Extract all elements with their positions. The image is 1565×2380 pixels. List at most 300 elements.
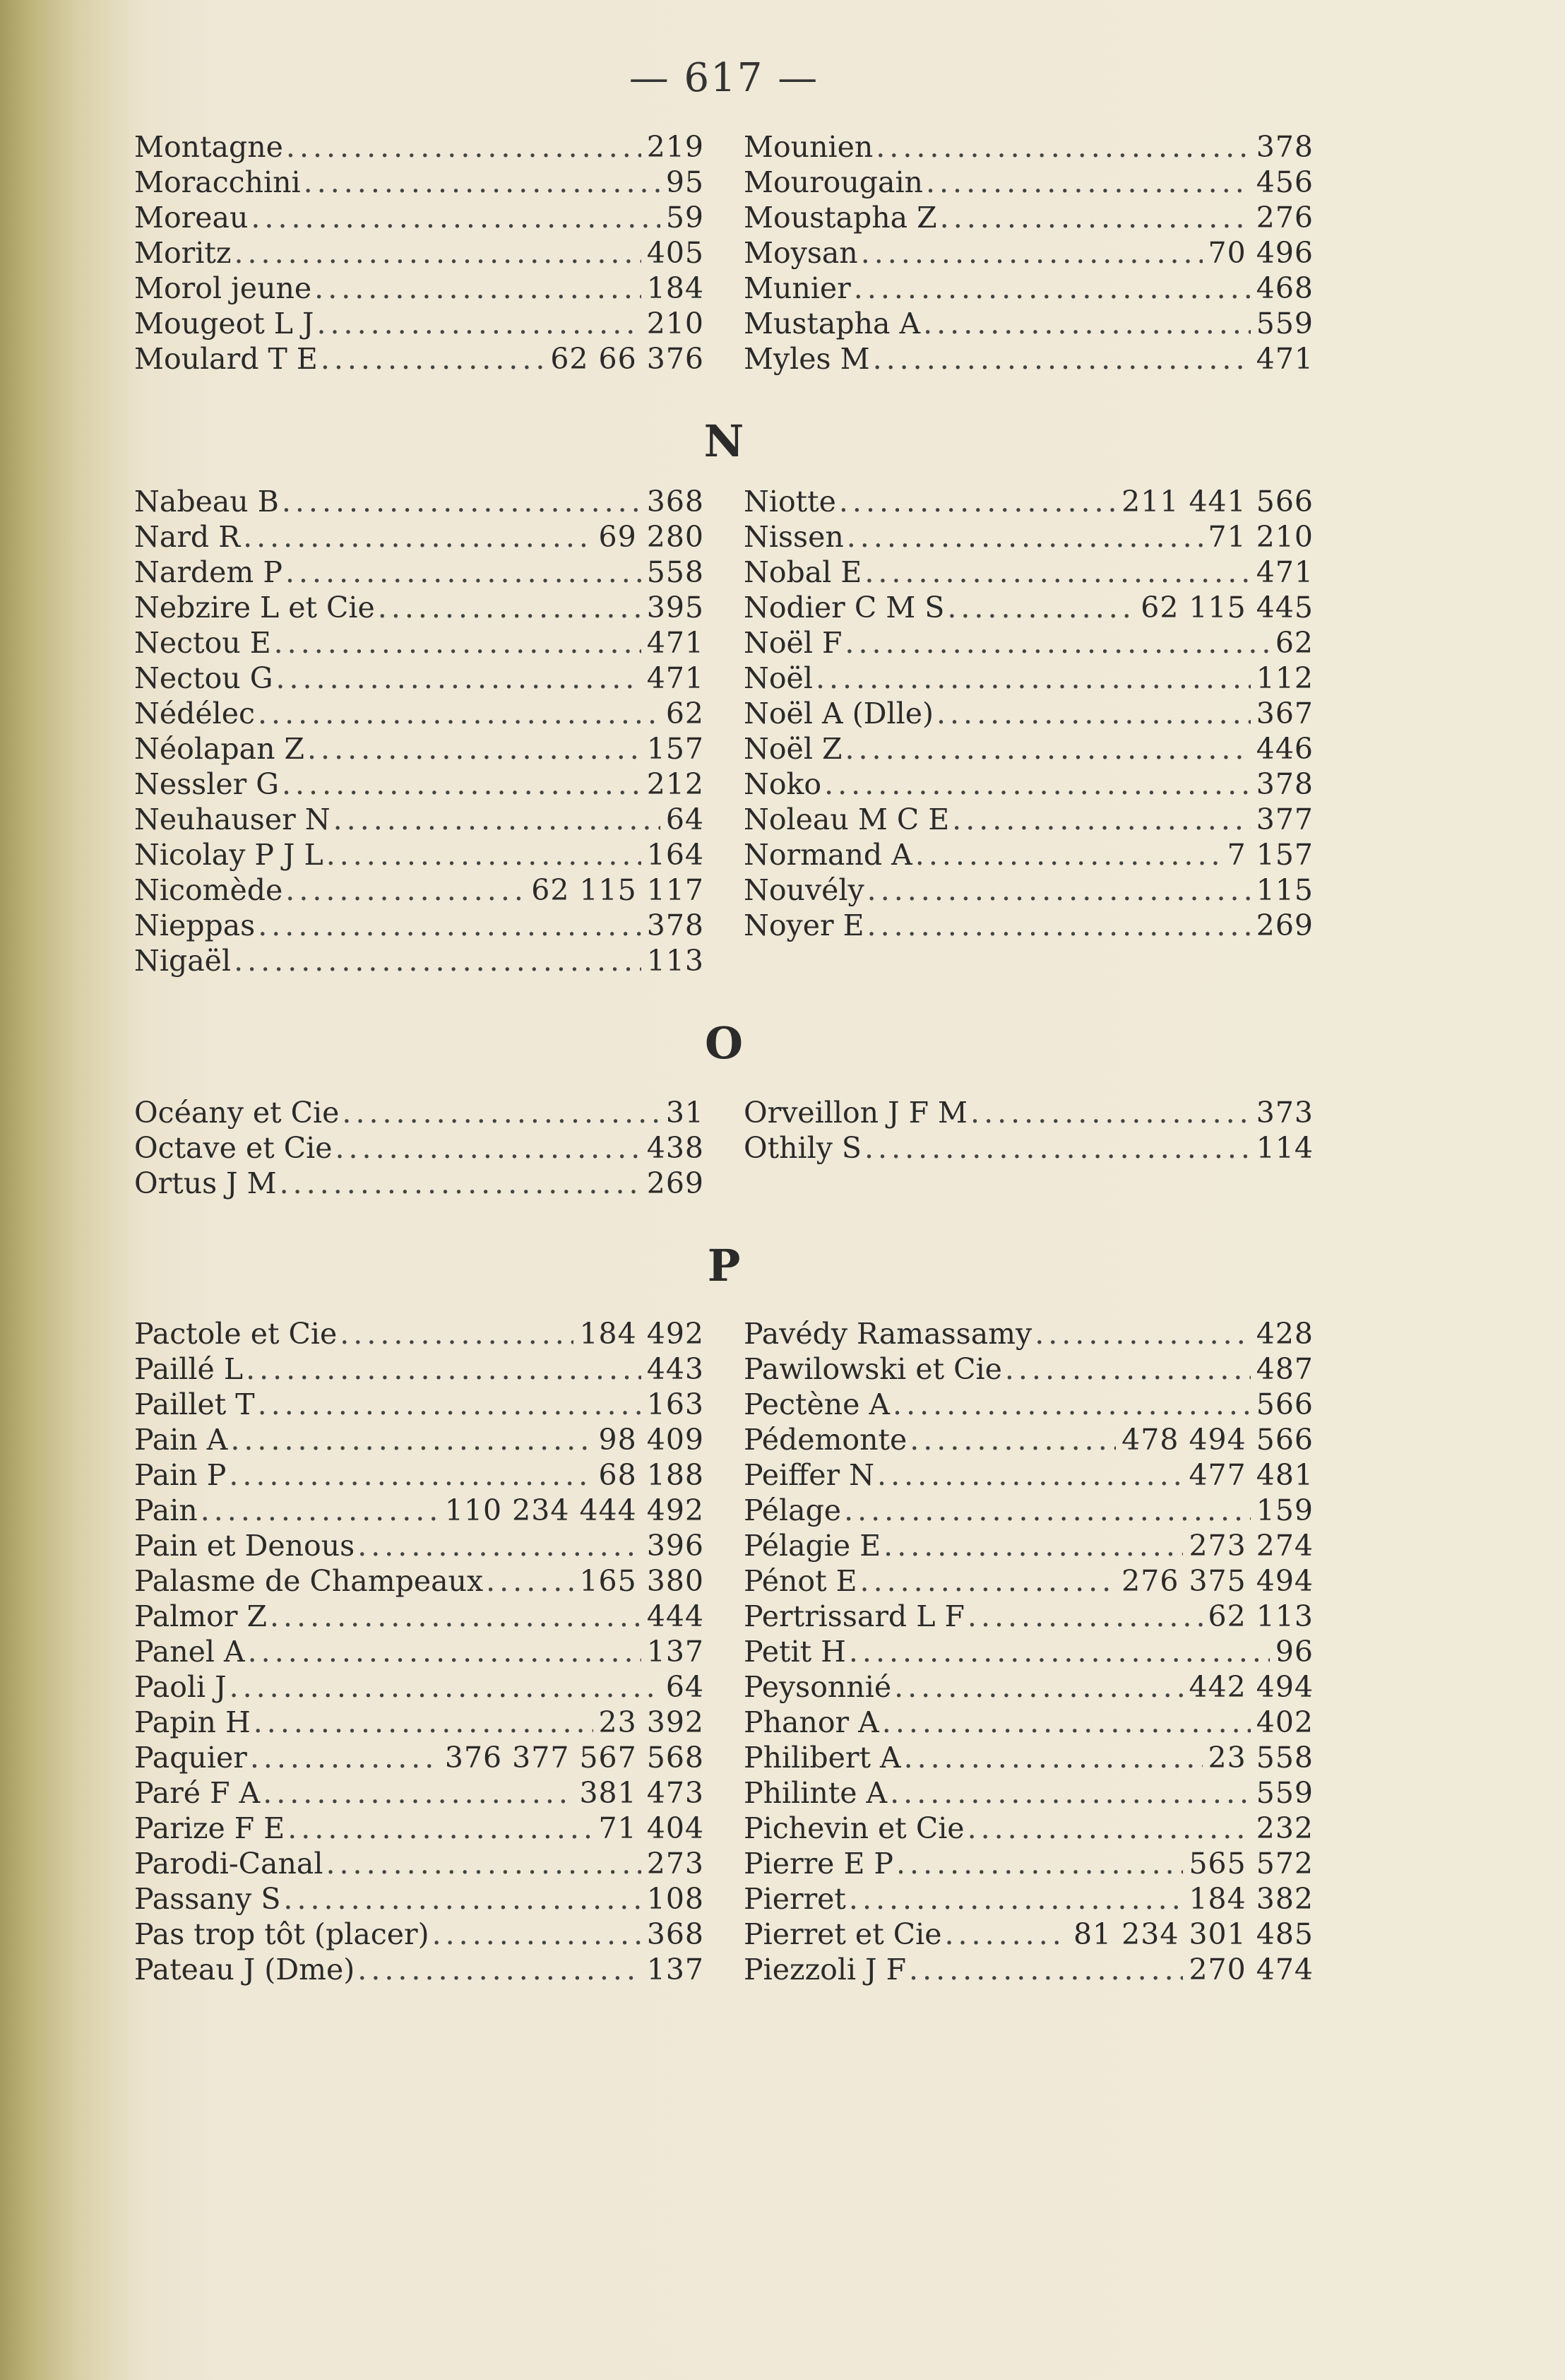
entry-pages: 438 — [646, 1131, 704, 1165]
entry-name: Nissen — [744, 520, 844, 554]
entry-pages: 376 377 567 568 — [444, 1741, 704, 1775]
index-entry — [134, 1166, 704, 1201]
entry-name: Nieppas — [134, 908, 256, 942]
entry-name: Montagne — [134, 130, 283, 164]
index-entry — [134, 519, 704, 555]
entry-pages: 368 — [646, 485, 704, 519]
column-right — [744, 1095, 1314, 1201]
entry-name: Noko — [744, 767, 822, 801]
index-entry — [134, 731, 704, 766]
index-entry — [744, 165, 1314, 200]
dot-leader — [842, 731, 1250, 766]
dot-leader — [968, 1095, 1251, 1130]
index-entry — [744, 1387, 1314, 1422]
entry-name: Pawilowski et Cie — [744, 1352, 1002, 1386]
index-entry — [134, 696, 704, 731]
index-entry — [134, 1917, 704, 1952]
dot-leader — [247, 1740, 439, 1775]
entry-pages: 378 — [1256, 767, 1314, 801]
entry-pages: 62 115 445 — [1141, 591, 1314, 624]
entry-pages: 270 474 — [1189, 1953, 1314, 1987]
dot-leader — [279, 484, 641, 519]
entry-name: Orveillon J F M — [744, 1096, 968, 1130]
index-entry — [134, 1422, 704, 1457]
entry-pages: 211 441 566 — [1121, 485, 1314, 519]
entry-pages: 381 473 — [579, 1776, 704, 1810]
entry-name: Mourougain — [744, 165, 923, 199]
entry-name: Pédemonte — [744, 1423, 908, 1457]
entry-pages: 95 — [665, 165, 704, 199]
dot-leader — [337, 1316, 573, 1351]
entry-pages: 395 — [646, 591, 704, 624]
entry-name: Papin H — [134, 1705, 251, 1739]
index-entry — [134, 165, 704, 200]
dot-leader — [949, 802, 1251, 837]
dot-leader — [231, 235, 641, 271]
entry-name: Nabeau B — [134, 485, 279, 519]
entry-name: Pectène A — [744, 1387, 891, 1421]
entry-pages: 23 558 — [1208, 1741, 1314, 1775]
column-left — [134, 1095, 704, 1201]
entry-name: Nigaël — [134, 944, 232, 978]
index-entry — [744, 731, 1314, 766]
entry-pages: 62 — [1275, 626, 1314, 660]
dot-leader — [251, 1705, 593, 1740]
entry-name: Pierret — [744, 1882, 846, 1916]
dot-leader — [339, 1095, 660, 1130]
entry-name: Paquier — [134, 1741, 247, 1775]
index-entry — [744, 1881, 1314, 1917]
entry-pages: 402 — [1256, 1705, 1314, 1739]
entry-name: Othily S — [744, 1131, 862, 1165]
dot-leader — [483, 1563, 573, 1599]
entry-pages: 71 210 — [1208, 520, 1314, 554]
index-entry — [744, 200, 1314, 235]
entry-pages: 269 — [646, 1166, 704, 1200]
column-left — [134, 484, 704, 978]
dot-leader — [906, 1952, 1183, 1987]
index-entry — [134, 1881, 704, 1917]
dot-leader — [846, 1881, 1184, 1917]
dot-leader — [864, 908, 1251, 943]
index-entry — [744, 1775, 1314, 1811]
entry-pages: 210 — [646, 307, 704, 341]
index-entry — [744, 341, 1314, 377]
entry-pages: 487 — [1256, 1352, 1314, 1386]
entry-name: Noël — [744, 661, 813, 695]
dot-leader — [901, 1740, 1203, 1775]
entry-name: Pain A — [134, 1423, 228, 1457]
section-letter-n: N — [703, 415, 744, 467]
entry-pages: 468 — [1256, 271, 1314, 305]
entry-pages: 471 — [1256, 555, 1314, 589]
index-entry — [134, 1669, 704, 1705]
index-entry — [744, 1846, 1314, 1881]
entry-name: Moustapha Z — [744, 201, 937, 235]
dot-leader — [862, 555, 1250, 590]
dot-leader — [318, 341, 545, 377]
entry-name: Nessler G — [134, 767, 279, 801]
entry-name: Pain P — [134, 1458, 227, 1492]
column-left — [134, 1316, 704, 1987]
index-entry — [744, 696, 1314, 731]
entry-pages: 368 — [646, 1917, 704, 1951]
entry-pages: 23 392 — [598, 1705, 704, 1739]
dot-leader — [862, 1130, 1251, 1166]
entry-pages: 377 — [1256, 803, 1314, 836]
entry-pages: 219 — [646, 130, 704, 164]
dot-leader — [851, 271, 1251, 306]
dot-leader — [941, 1917, 1067, 1952]
index-entry — [744, 1669, 1314, 1705]
entry-name: Néolapan Z — [134, 732, 304, 766]
entry-pages: 184 492 — [579, 1317, 704, 1351]
column-right — [744, 129, 1314, 377]
entry-pages: 559 — [1256, 1776, 1314, 1810]
index-entry — [744, 1457, 1314, 1493]
index-entry — [134, 1811, 704, 1846]
dot-leader — [1032, 1316, 1251, 1351]
entry-pages: 64 — [665, 803, 704, 836]
index-entry — [134, 1599, 704, 1634]
entry-pages: 443 — [646, 1352, 704, 1386]
index-entry — [134, 802, 704, 837]
entry-pages: 62 113 — [1208, 1599, 1314, 1633]
entry-name: Parize F E — [134, 1811, 285, 1845]
index-entry — [744, 1422, 1314, 1457]
dot-leader — [301, 165, 660, 200]
section-p — [134, 1316, 1314, 1987]
index-entry — [134, 235, 704, 271]
index-entry — [134, 200, 704, 235]
entry-pages: 273 — [646, 1847, 704, 1881]
entry-pages: 184 382 — [1189, 1882, 1314, 1916]
dot-leader — [965, 1811, 1251, 1846]
index-entry — [744, 1316, 1314, 1351]
index-entry — [134, 943, 704, 978]
entry-pages: 137 — [646, 1635, 704, 1669]
dot-leader — [255, 908, 641, 943]
index-entry — [744, 1740, 1314, 1775]
entry-name: Nouvély — [744, 873, 864, 907]
section-letter-p: P — [707, 1240, 741, 1291]
dot-leader — [243, 1351, 641, 1387]
dot-leader — [881, 1528, 1183, 1563]
entry-pages: 184 — [646, 271, 704, 305]
index-entry — [134, 1351, 704, 1387]
entry-pages: 165 380 — [579, 1564, 704, 1598]
index-entry — [744, 1634, 1314, 1669]
entry-pages: 69 280 — [598, 520, 704, 554]
entry-pages: 159 — [1256, 1493, 1314, 1527]
dot-leader — [813, 661, 1251, 696]
entry-pages: 113 — [646, 944, 704, 978]
entry-name: Nédélec — [134, 697, 255, 730]
entry-pages: 157 — [646, 732, 704, 766]
entry-name: Philinte A — [744, 1776, 888, 1810]
entry-pages: 212 — [646, 767, 704, 801]
entry-name: Nicolay P J L — [134, 838, 323, 872]
entry-name: Noël A (Dlle) — [744, 697, 934, 730]
index-entry — [134, 661, 704, 696]
column-right — [744, 1316, 1314, 1987]
dot-leader — [874, 1457, 1183, 1493]
dot-leader — [920, 306, 1251, 341]
entry-pages: 62 — [665, 697, 704, 730]
entry-name: Paré F A — [134, 1776, 261, 1810]
dot-leader — [846, 1634, 1270, 1669]
page-number: — 617 — — [629, 55, 819, 101]
dot-leader — [311, 271, 641, 306]
entry-pages: 68 188 — [598, 1458, 704, 1492]
dot-leader — [245, 1634, 641, 1669]
dot-leader — [267, 1599, 641, 1634]
dot-leader — [923, 165, 1251, 200]
entry-name: Océany et Cie — [134, 1096, 340, 1130]
index-entry — [134, 766, 704, 802]
entry-pages: 428 — [1256, 1317, 1314, 1351]
dot-leader — [821, 766, 1251, 802]
entry-name: Pain et Denous — [134, 1529, 355, 1563]
dot-leader — [873, 129, 1250, 165]
section-letter-o: O — [704, 1017, 743, 1069]
dot-leader — [198, 1493, 439, 1528]
dot-leader — [890, 1387, 1251, 1422]
entry-name: Nectou G — [134, 661, 273, 695]
index-entry — [134, 129, 704, 165]
dot-leader — [893, 1846, 1183, 1881]
entry-name: Munier — [744, 271, 851, 305]
index-entry — [744, 837, 1314, 872]
index-entry — [744, 1095, 1314, 1130]
entry-pages: 64 — [665, 1670, 704, 1704]
dot-leader — [255, 696, 660, 731]
entry-name: Pélage — [744, 1493, 842, 1527]
entry-name: Paillet T — [134, 1387, 255, 1421]
index-entry — [744, 1563, 1314, 1599]
dot-leader — [841, 1493, 1251, 1528]
column-left — [134, 129, 704, 377]
index-entry — [134, 1705, 704, 1740]
dot-leader — [280, 1881, 641, 1917]
entry-name: Neuhauser N — [134, 803, 331, 836]
entry-name: Pain — [134, 1493, 198, 1527]
dot-leader — [231, 943, 641, 978]
entry-name: Moreau — [134, 201, 249, 235]
entry-name: Peysonnié — [744, 1670, 892, 1704]
entry-pages: 442 494 — [1189, 1670, 1314, 1704]
index-entry — [744, 661, 1314, 696]
index-entry — [134, 1316, 704, 1351]
entry-pages: 137 — [646, 1953, 704, 1987]
entry-pages: 559 — [1256, 307, 1314, 341]
dot-leader — [858, 235, 1203, 271]
entry-pages: 367 — [1256, 697, 1314, 730]
index-entry — [134, 1846, 704, 1881]
entry-name: Moritz — [134, 236, 232, 270]
dot-leader — [944, 590, 1135, 625]
entry-name: Myles M — [744, 342, 870, 376]
dot-leader — [887, 1775, 1251, 1811]
dot-leader — [331, 802, 660, 837]
entry-pages: 276 375 494 — [1121, 1564, 1314, 1598]
entry-name: Nebzire L et Cie — [134, 591, 375, 624]
index-entry — [744, 1952, 1314, 1987]
entry-name: Pas trop tôt (placer) — [134, 1917, 429, 1951]
dot-leader — [282, 872, 525, 908]
index-entry — [134, 1130, 704, 1166]
entry-pages: 164 — [646, 838, 704, 872]
entry-pages: 108 — [646, 1882, 704, 1916]
entry-pages: 98 409 — [598, 1423, 704, 1457]
dot-leader — [226, 1457, 593, 1493]
entry-name: Moracchini — [134, 165, 301, 199]
entry-name: Noyer E — [744, 908, 864, 942]
index-entry — [744, 1811, 1314, 1846]
dot-leader — [907, 1422, 1116, 1457]
index-entry — [744, 1705, 1314, 1740]
dot-leader — [255, 1387, 641, 1422]
entry-name: Pateau J (Dme) — [134, 1953, 355, 1987]
dot-leader — [332, 1130, 641, 1166]
index-entry — [134, 1775, 704, 1811]
index-entry — [744, 1493, 1314, 1528]
dot-leader — [844, 519, 1203, 555]
entry-pages: 62 115 117 — [531, 873, 704, 907]
entry-pages: 110 234 444 492 — [444, 1493, 704, 1527]
index-entry — [134, 1740, 704, 1775]
entry-pages: 276 — [1256, 201, 1314, 235]
entry-name: Piezzoli J F — [744, 1953, 907, 1987]
entry-name: Moulard T E — [134, 342, 318, 376]
index-entry — [744, 519, 1314, 555]
entry-name: Phanor A — [744, 1705, 879, 1739]
dot-leader — [240, 519, 593, 555]
entry-name: Pavédy Ramassamy — [744, 1317, 1033, 1351]
entry-pages: 471 — [646, 661, 704, 695]
dot-leader — [323, 1846, 641, 1881]
entry-name: Mougeot L J — [134, 307, 314, 341]
index-entry — [134, 1457, 704, 1493]
entry-name: Ortus J M — [134, 1166, 277, 1200]
index-entry — [744, 766, 1314, 802]
entry-name: Parodi-Canal — [134, 1847, 323, 1881]
index-entry — [744, 908, 1314, 943]
index-entry — [744, 802, 1314, 837]
entry-name: Niotte — [744, 485, 836, 519]
entry-pages: 456 — [1256, 165, 1314, 199]
entry-name: Pénot E — [744, 1564, 857, 1598]
index-entry — [744, 555, 1314, 590]
dot-leader — [355, 1952, 641, 1987]
index-entry — [744, 235, 1314, 271]
entry-name: Nectou E — [134, 626, 271, 660]
index-entry — [134, 590, 704, 625]
entry-name: Peiffer N — [744, 1458, 875, 1492]
index-entry — [134, 1387, 704, 1422]
dot-leader — [1002, 1351, 1251, 1387]
entry-name: Pertrissard L F — [744, 1599, 965, 1633]
entry-pages: 232 — [1256, 1811, 1314, 1845]
entry-name: Nardem P — [134, 555, 282, 589]
index-entry — [744, 872, 1314, 908]
entry-pages: 115 — [1256, 873, 1314, 907]
entry-pages: 163 — [646, 1387, 704, 1421]
entry-pages: 62 66 376 — [550, 342, 704, 376]
section-o — [134, 1095, 1314, 1201]
dot-leader — [283, 129, 641, 165]
entry-name: Pichevin et Cie — [744, 1811, 965, 1845]
entry-name: Normand A — [744, 838, 912, 872]
dot-leader — [864, 872, 1251, 908]
dot-leader — [842, 625, 1269, 661]
dot-leader — [282, 555, 641, 590]
index-entry — [134, 306, 704, 341]
column-right — [744, 484, 1314, 978]
dot-leader — [857, 1563, 1117, 1599]
index-entry — [744, 484, 1314, 519]
index-entry — [134, 1634, 704, 1669]
dot-leader — [429, 1917, 641, 1952]
entry-name: Petit H — [744, 1635, 846, 1669]
entry-pages: 373 — [1256, 1096, 1314, 1130]
entry-pages: 96 — [1275, 1635, 1314, 1669]
entry-pages: 378 — [1256, 130, 1314, 164]
entry-name: Mounien — [744, 130, 874, 164]
entry-pages: 446 — [1256, 732, 1314, 766]
index-entry — [134, 625, 704, 661]
dot-leader — [879, 1705, 1251, 1740]
entry-pages: 273 274 — [1189, 1529, 1314, 1563]
entry-pages: 471 — [646, 626, 704, 660]
index-entry — [134, 872, 704, 908]
index-entry — [744, 1917, 1314, 1952]
index-entry — [134, 271, 704, 306]
entry-pages: 444 — [646, 1599, 704, 1633]
entry-pages: 59 — [665, 201, 704, 235]
dot-leader — [934, 696, 1251, 731]
entry-pages: 70 496 — [1208, 236, 1314, 270]
index-entry — [744, 271, 1314, 306]
dot-leader — [965, 1599, 1203, 1634]
entry-name: Octave et Cie — [134, 1131, 333, 1165]
dot-leader — [273, 661, 641, 696]
dot-leader — [836, 484, 1116, 519]
entry-name: Panel A — [134, 1635, 245, 1669]
entry-name: Pactole et Cie — [134, 1317, 338, 1351]
dot-leader — [314, 306, 641, 341]
entry-name: Palasme de Champeaux — [134, 1564, 484, 1598]
entry-name: Nodier C M S — [744, 591, 945, 624]
dot-leader — [375, 590, 641, 625]
section-n — [134, 484, 1314, 978]
dot-leader — [279, 766, 641, 802]
dot-leader — [285, 1811, 593, 1846]
index-entry — [134, 1952, 704, 1987]
entry-pages: 471 — [1256, 342, 1314, 376]
index-entry — [134, 555, 704, 590]
index-entry — [744, 306, 1314, 341]
index-entry — [134, 1528, 704, 1563]
index-entry — [134, 1095, 704, 1130]
index-entry — [744, 625, 1314, 661]
entry-name: Passany S — [134, 1882, 281, 1916]
entry-pages: 378 — [646, 908, 704, 942]
entry-name: Paoli J — [134, 1670, 227, 1704]
entry-pages: 81 234 301 485 — [1073, 1917, 1314, 1951]
index-entry — [134, 837, 704, 872]
dot-leader — [912, 837, 1222, 872]
